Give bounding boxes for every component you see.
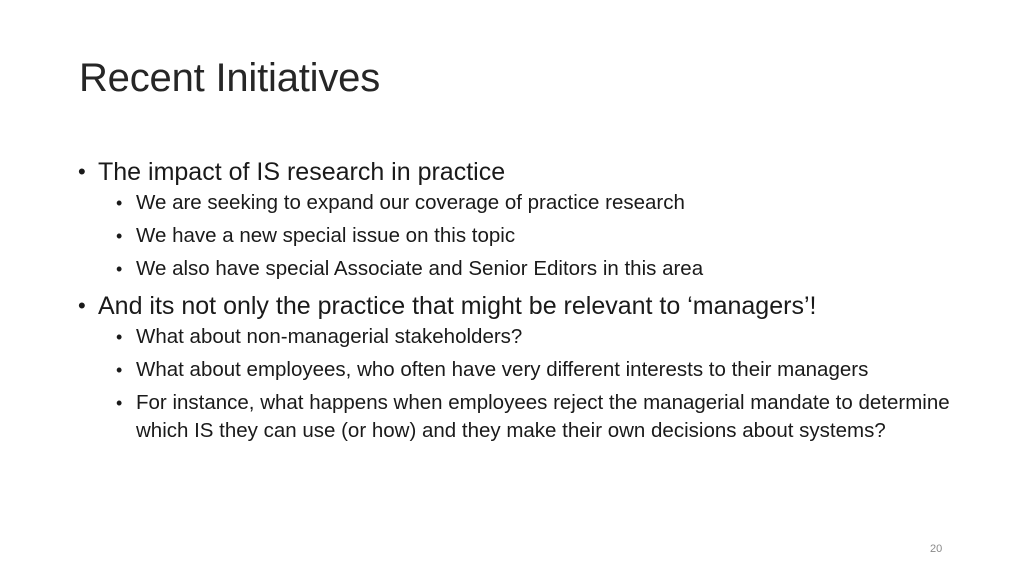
page-number: 20 <box>930 543 943 555</box>
bullet-level2: • What about non-managerial stakeholders? <box>116 323 958 351</box>
bullet-level2: • We also have special Associate and Senior Editors in this area <box>116 255 958 283</box>
bullet-level2: • We are seeking to expand our coverage of practice research <box>116 189 958 217</box>
sub-bullet-list <box>78 323 958 445</box>
slide-title: Recent Initiatives <box>79 56 380 100</box>
bullet-level2: • For instance, what happens when employees reject the managerial mandate to determine which IS they can use (or how) and they make their own decisions about systems? <box>116 389 958 445</box>
bullet-level2: • What about employees, who often have very different interests to their managers <box>116 356 958 384</box>
bullet-level1: • And its not only the practice that might be relevant to ‘managers’! <box>78 289 958 323</box>
bullet-level2: • We have a new special issue on this topic <box>116 222 958 250</box>
bullet-level1: • The impact of IS research in practice <box>78 155 958 189</box>
sub-bullet-list <box>78 189 958 283</box>
slide-body <box>78 155 958 451</box>
